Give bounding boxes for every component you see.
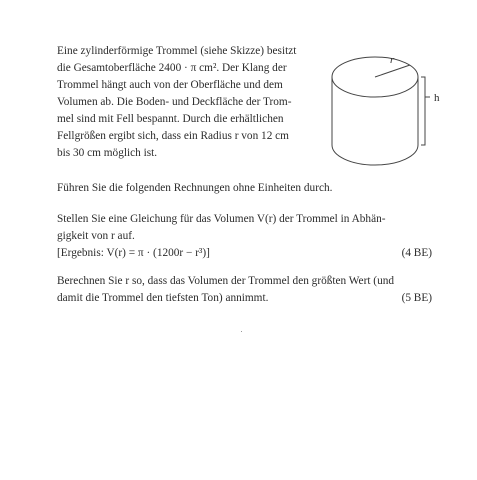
- task-1: [57, 211, 432, 262]
- scan-speck: [241, 331, 242, 332]
- intro-line: Eine zylinderförmige Trommel (siehe Skizze) besitzt: [57, 45, 297, 57]
- task-2-line: damit die Trommel den tiefsten Ton) annimmt.: [57, 292, 269, 304]
- task-2-points: (5 BE): [401, 292, 432, 304]
- intro-line: die Gesamtoberfläche 2400 · π cm². Der Klang der: [57, 62, 287, 74]
- task-2-line: Berechnen Sie r so, dass das Volumen der Trommel den größten Wert (und: [57, 275, 395, 287]
- instruction-text: Führen Sie die folgenden Rechnungen ohne Einheiten durch.: [57, 182, 333, 194]
- radius-label: r: [390, 54, 395, 66]
- task-1-line: Stellen Sie eine Gleichung für das Volumen V(r) der Trommel in Abhän-: [57, 213, 386, 225]
- task-2: [57, 273, 432, 307]
- instruction-paragraph: [57, 180, 432, 197]
- task-1-points: (4 BE): [401, 247, 432, 259]
- task-1-line: gigkeit von r auf.: [57, 230, 135, 242]
- intro-line: Fellgrößen ergibt sich, dass ein Radius r von 12 cm: [57, 130, 289, 142]
- radius-line: [375, 65, 410, 77]
- intro-paragraph: [57, 43, 329, 162]
- cylinder-figure: [330, 45, 450, 170]
- intro-line: Volumen ab. Die Boden- und Deckfläche der Trom-: [57, 96, 292, 108]
- height-bracket: [421, 77, 425, 145]
- task-2-last-row: [57, 290, 432, 307]
- task-1-result-row: [57, 245, 432, 262]
- cylinder-bottom-arc: [332, 145, 418, 165]
- intro-line: bis 30 cm möglich ist.: [57, 147, 158, 159]
- intro-line: Trommel hängt auch von der Oberfläche und dem: [57, 79, 283, 91]
- height-label: h: [434, 92, 440, 104]
- intro-line: mel sind mit Fell bespannt. Durch die erhältlichen: [57, 113, 284, 125]
- task-1-result: [Ergebnis: V(r) = π · (1200r − r³)]: [57, 247, 210, 259]
